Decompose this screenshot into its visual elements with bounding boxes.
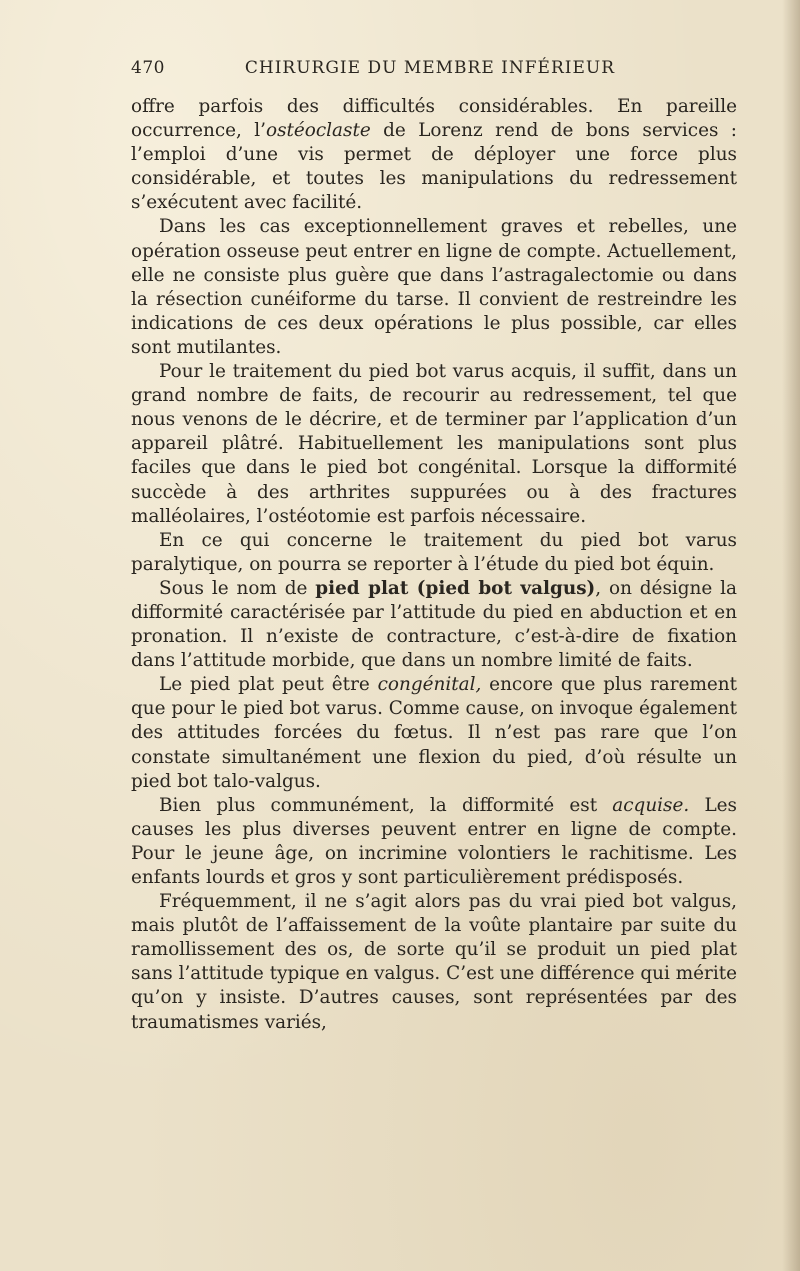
page-number: 470 [131,58,165,78]
running-title: CHIRURGIE DU MEMBRE INFÉRIEUR [244,58,615,78]
italic-term-osteoclaste: ostéoclaste [266,120,371,142]
paragraph-6: Le pied plat peut être congénital, encore que plus rarement que pour le pied bot varus. Comme cause, on invoque également des attitudes forcées du fœtus. Il n’est pas rare que l’on constate simultanément une flexion du pied, d’où résulte un pied bot talo-valgus. [131,674,737,792]
body-text [131,95,737,1035]
paragraph-5: Sous le nom de pied plat (pied bot valgus), on désigne la difformité caractérisée par l’attitude du pied en abduction et en pronation. Il n’existe de contracture, c’est-à-dire de fixation dans l’attitude morbide, que dans un nombre limité de faits. [131,577,737,672]
page-header [131,58,615,82]
bold-term-pied-plat: pied plat (pied bot valgus) [315,577,596,599]
page-edge-shadow [782,0,800,1271]
italic-term-congenital: congénital, [377,674,482,696]
paragraph-3: Pour le traitement du pied bot varus acquis, il suffit, dans un grand nombre de faits, de recourir au redressement, tel que nous venons de le décrire, et de terminer par l’application d’un appareil plâtré. Habituellement les manipulations sont plus faciles que dans le pied bot congénital. Lorsque la difformité succède à des arthrites suppurées ou à des fractures malléolaires, l’ostéotomie est parfois nécessaire. [131,361,737,527]
paragraph-1: offre parfois des difficultés considérables. En pareille occurrence, l’ostéoclaste de Lorenz rend de bons services : l’emploi d’une vis permet de déployer une force plus considérable, et toutes les manipulations du redressement s’exécutent avec facilité. [131,96,737,214]
italic-term-acquise: acquise. [612,794,690,816]
paragraph-4: En ce qui concerne le traitement du pied bot varus paralytique, on pourra se reporter à l’étude du pied bot équin. [131,529,737,575]
paragraph-8: Fréquemment, il ne s’agit alors pas du vrai pied bot valgus, mais plutôt de l’affaissement de la voûte plantaire par suite du ramollissement des os, de sorte qu’il se produit un pied plat sans l’attitude typique en valgus. C’est une différence qui mérite qu’on y insiste. D’autres causes, sont représentées par des traumatismes variés, [131,891,737,1033]
paragraph-2: Dans les cas exceptionnellement graves et rebelles, une opération osseuse peut entrer en ligne de compte. Actuellement, elle ne consiste plus guère que dans l’astragalectomie ou dans la résection cunéiforme du tarse. Il convient de restreindre les indications de ces deux opérations le plus possible, car elles sont mutilantes. [131,216,738,358]
paragraph-7: Bien plus communément, la difformité est acquise. Les causes les plus diverses peuvent entrer en ligne de compte. Pour le jeune âge, on incrimine volontiers le rachitisme. Les enfants lourds et gros y sont particulièrement prédisposés. [131,794,737,888]
